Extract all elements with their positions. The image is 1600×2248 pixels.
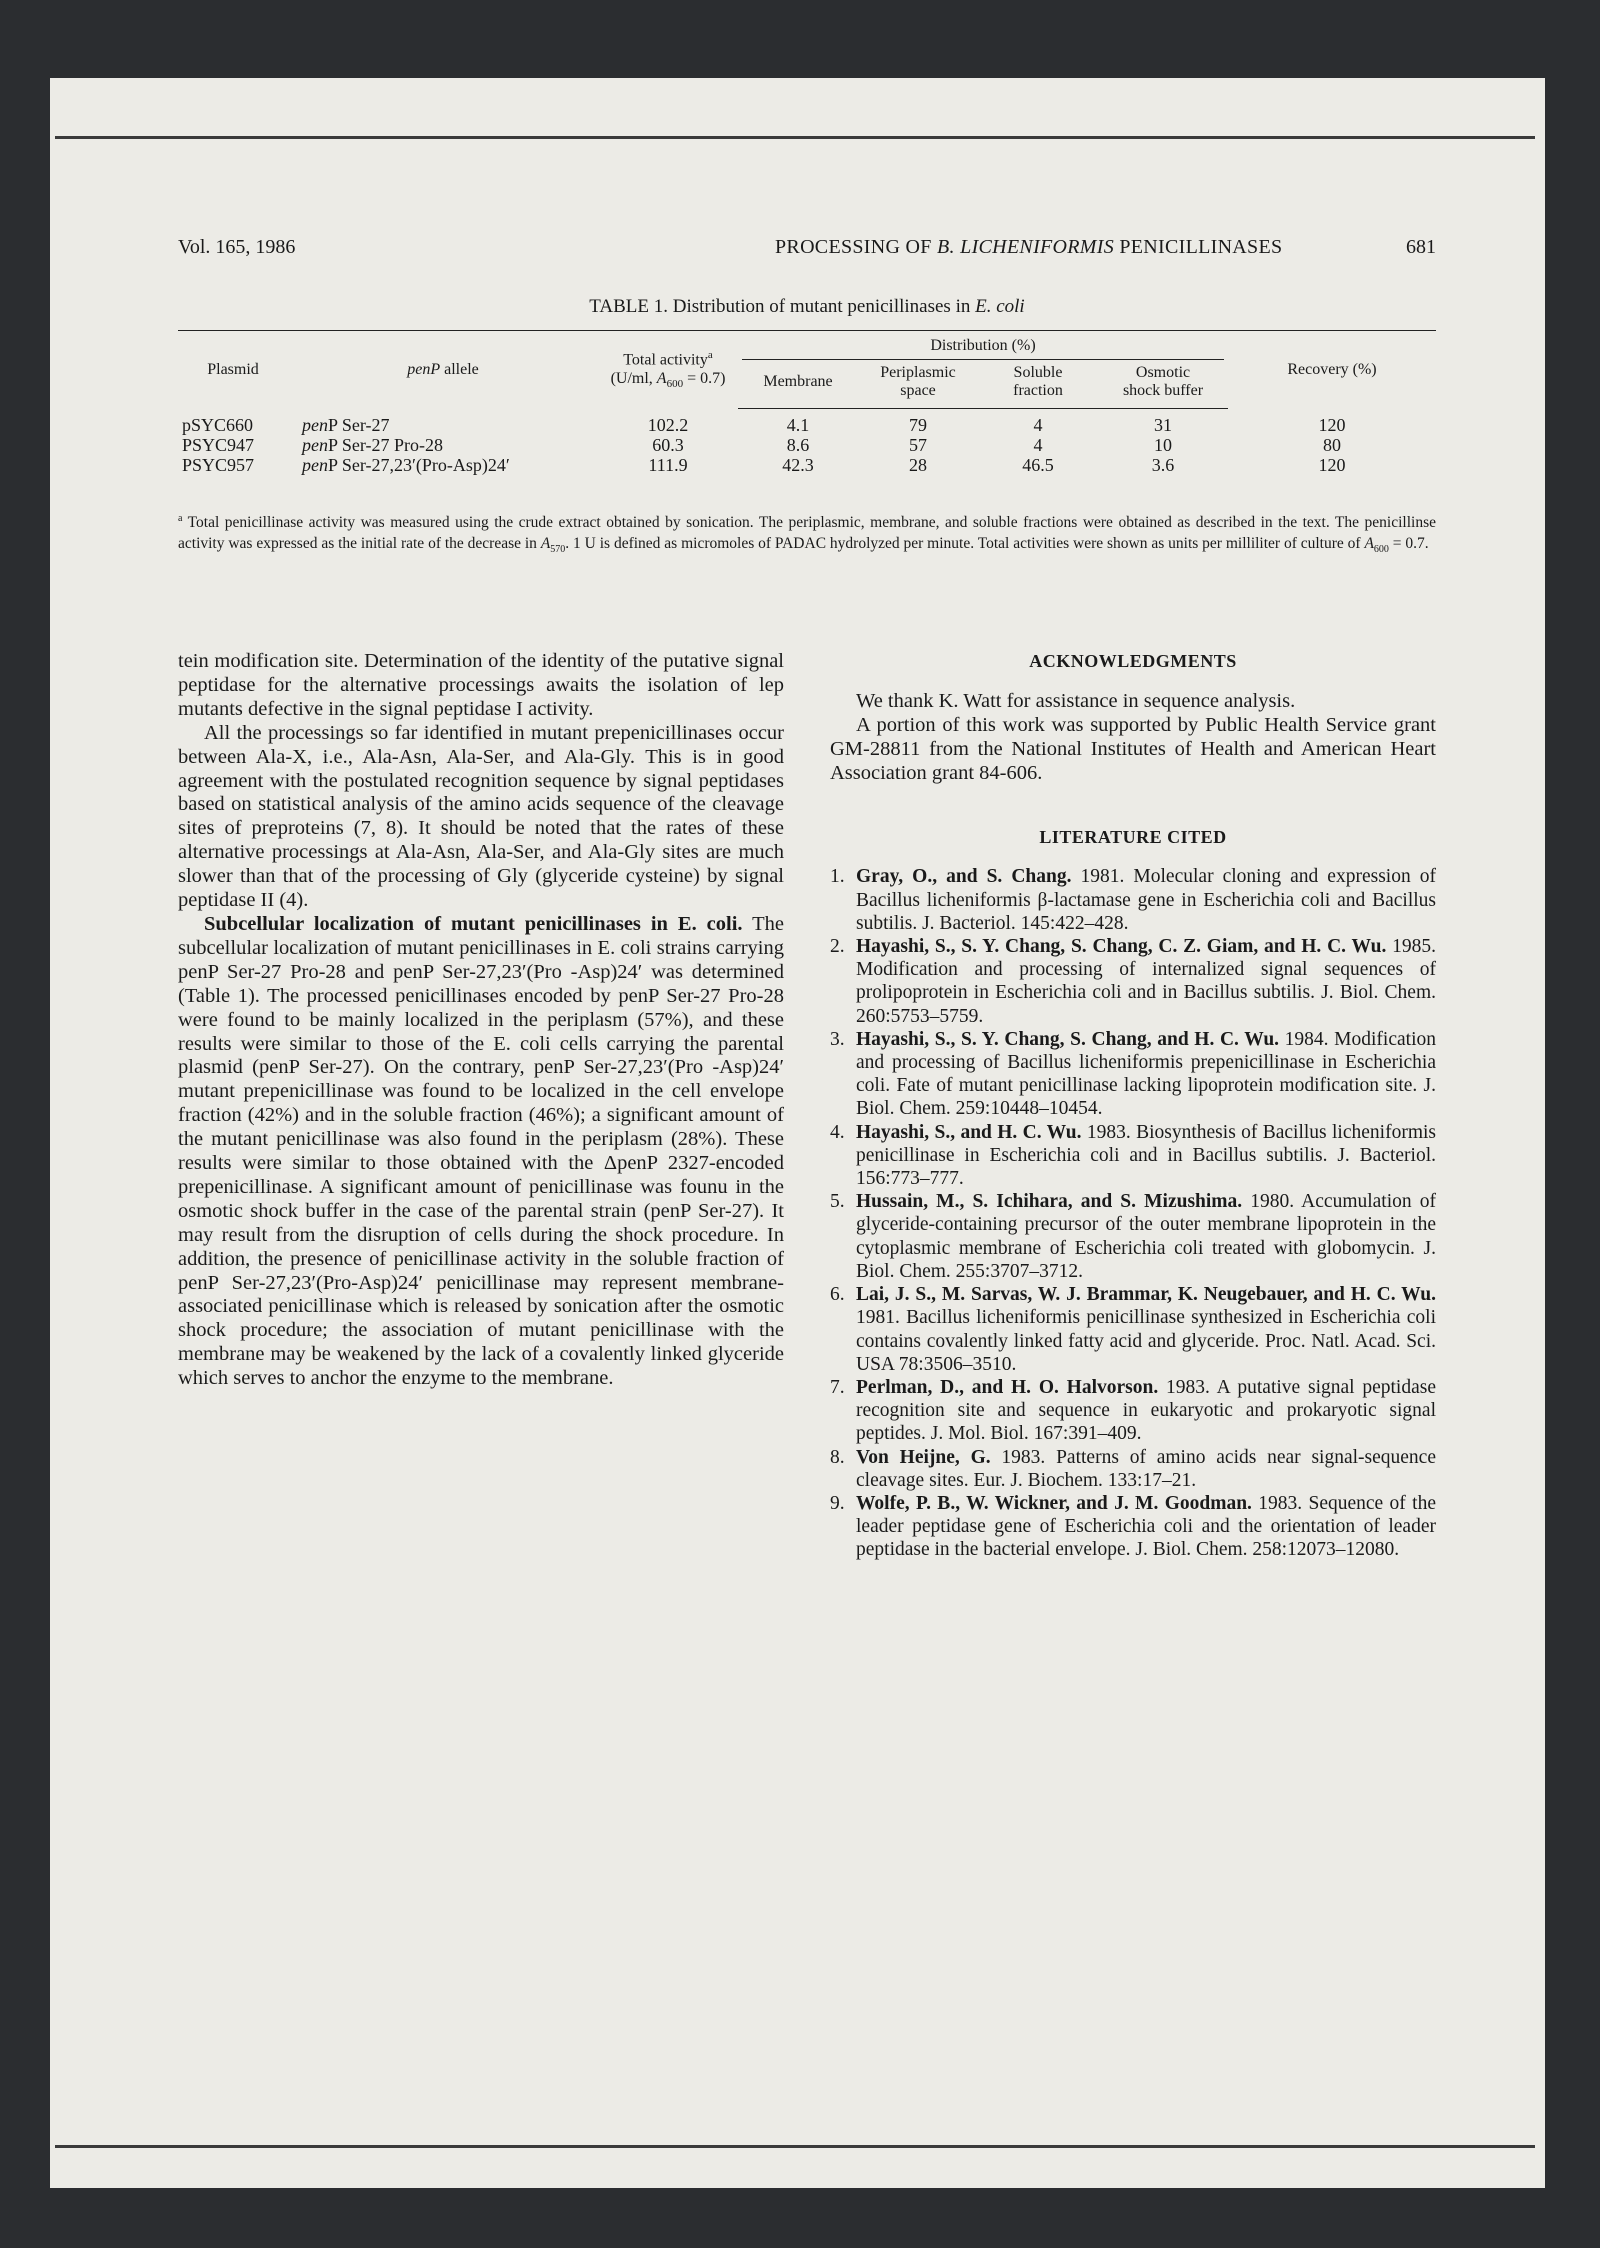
header-osmotic: Osmotic shock buffer [1098, 362, 1228, 409]
table-footnote: $^a$ Total penicillinase activity was measured using the crude extract obtained by sonication. The periplasmic, membrane, and soluble fractions were obtained as described in the text. The penicillinse activity was expressed as the initial rate of the decrease in $A_{570}$. 1 U is defined as micromoles of PADAC hydrolyzed per minute. Total activities were shown as units per milliliter of culture of $A_{600} = 0.7$. [178, 513, 1436, 556]
table-row: PSYC957 penP Ser-27,23′(Pro-Asp)24′ 111.9 42.3 28 46.5 3.6 120 [182, 455, 1346, 475]
paragraph: We thank K. Watt for assistance in sequence analysis. [856, 689, 1296, 712]
paragraph: tein modification site. Determination of the identity of the putative signal peptidase for the alternative processings awaits the isolation of lep mutants defective in the signal peptidase I activity. [178, 650, 784, 720]
header-soluble: Soluble fraction [978, 362, 1098, 409]
header-allele: penP allele [288, 331, 598, 409]
header-distribution: Distribution (%) [738, 331, 1228, 363]
list-item: 4. Hayashi, S., and H. C. Wu. 1983. Biosynthesis of Bacillus licheniformis penicillinase in Escherichia coli and in Bacillus subtilis. J. Bacteriol. 156:773–777. [830, 1121, 1436, 1190]
header-membrane: Membrane [738, 362, 858, 409]
top-border-rule [55, 136, 1535, 139]
list-item: 7. Perlman, D., and H. O. Halvorson. 1983. A putative signal peptidase recognition site and sequence in eukaryotic and prokaryotic signal peptides. J. Mol. Biol. 167:391–409. [830, 1376, 1437, 1445]
reference-list [830, 865, 1436, 1561]
paragraph: Subcellular localization of mutant penicillinases in E. coli. The subcellular localization of mutant penicillinases in E. coli strains carrying penP Ser-27 Pro-28 and penP Ser-27,23′(Pro -Asp)24′ was determined (Table 1). The processed penicillinases encoded by penP Ser-27 Pro-28 were found to be mainly localized in the periplasm (57%), and these results were similar to those of the E. coli cells carrying the parental plasmid (penP Ser-27). On the contrary, penP Ser-27,23′(Pro -Asp)24′ mutant prepenicillinase was found to be localized in the cell envelope fraction (42%) and in the soluble fraction (46%); a significant amount of the mutant penicillinase was also found in the periplasm (28%). These results were similar to those obtained with the ΔpenP 2327-encoded prepenicillinase. A significant amount of penicillinase was founu in the osmotic shock buffer in the case of the parental strain (penP Ser-27). It may result from the disruption of cells during the shock procedure. In addition, the presence of penicillinase activity in the soluble fraction of penP Ser-27,23′(Pro-Asp)24′ penicillinase may represent membrane-associated penicillinase which is released by sonication after the osmotic shock procedure; the association of mutant penicillinase with the membrane may be weakened by the lack of a covalently linked glyceride which serves to anchor the enzyme to the membrane. [178, 912, 784, 1390]
table-row: PSYC947 penP Ser-27 Pro-28 60.3 8.6 57 4 10 80 [182, 435, 1341, 455]
header-plasmid: Plasmid [178, 331, 288, 409]
section-heading: Subcellular localization of mutant penicillinases in E. coli. [204, 912, 743, 935]
paragraph: All the processings so far identified in mutant prepenicillinases occur between Ala-X, i.e., Ala-Asn, Ala-Ser, and Ala-Gly. This is in good agreement with the postulated recognition sequence by signal peptidases based on statistical analysis of the amino acids sequence of the cleavage sites of preproteins (7, 8). It should be noted that the rates of these alternative processings at Ala-Asn, Ala-Ser, and Ala-Gly sites are much slower than that of the processing of Gly (glyceride cysteine) by signal peptidase II (4). [178, 721, 784, 912]
table-caption: TABLE 1. Distribution of mutant penicillinases in E. coli [589, 296, 1025, 317]
running-title: PROCESSING OF B. LICHENIFORMIS PENICILLINASES [775, 236, 1283, 258]
right-column [830, 650, 1436, 1562]
page-number: 681 [1406, 236, 1436, 258]
header-total-activity: Total activity$^a$ (U/ml, $A_{600} = 0.7$) [598, 331, 738, 409]
header-recovery: Recovery (%) [1228, 331, 1436, 409]
list-item: 9. Wolfe, P. B., W. Wickner, and J. M. Goodman. 1983. Sequence of the leader peptidase gene of Escherichia coli and the orientation of leader peptidase in the bacterial envelope. J. Biol. Chem. 258:12073–12080. [830, 1492, 1436, 1561]
list-item: 6. Lai, J. S., M. Sarvas, W. J. Brammar, K. Neugebauer, and H. C. Wu. 1981. Bacillus licheniformis penicillinase synthesized in Escherichia coli contains covalently linked fatty acid and glyceride. Proc. Natl. Acad. Sci. USA 78:3506–3510. [830, 1284, 1436, 1375]
distribution-table [178, 330, 1436, 475]
paragraph: A portion of this work was supported by Public Health Service grant GM-28811 from the National Institutes of Health and American Heart Association grant 84-606. [830, 713, 1436, 784]
list-item: 1. Gray, O., and S. Chang. 1981. Molecular cloning and expression of Bacillus licheniformis β-lactamase gene in Escherichia coli and Bacillus subtilis. J. Bacteriol. 145:422–428. [830, 866, 1436, 934]
literature-heading: LITERATURE CITED [1039, 826, 1227, 847]
list-item: 3. Hayashi, S., S. Y. Chang, S. Chang, and H. C. Wu. 1984. Modification and processing of Bacillus licheniformis prepenicillinase in Escherichia coli. Fate of mutant penicillinase lacking lipoprotein modification site. J. Biol. Chem. 259:10448–10454. [830, 1028, 1436, 1120]
left-column [178, 650, 784, 1391]
bottom-border-rule [55, 2145, 1535, 2148]
list-item: 2. Hayashi, S., S. Y. Chang, S. Chang, C. Z. Giam, and H. C. Wu. 1985. Modification and processing of internalized signal sequences of prolipoprotein in Escherichia coli and in Bacillus subtilis. J. Biol. Chem. 260:5753–5759. [830, 936, 1437, 1027]
table-row: pSYC660 penP Ser-27 102.2 4.1 79 4 31 120 [182, 414, 1346, 435]
header-periplasmic: Periplasmic space [858, 362, 978, 409]
acknowledgments-heading: ACKNOWLEDGMENTS [1029, 651, 1237, 671]
list-item: 5. Hussain, M., S. Ichihara, and S. Mizushima. 1980. Accumulation of glyceride-containing precursor of the outer membrane lipoprotein in the cytoplasmic membrane of Escherichia coli treated with globomycin. J. Biol. Chem. 255:3707–3712. [830, 1191, 1436, 1282]
list-item: 8. Von Heijne, G. 1983. Patterns of amino acids near signal-sequence cleavage sites. Eur. J. Biochem. 133:17–21. [830, 1446, 1436, 1491]
journal-volume: Vol. 165, 1986 [178, 236, 296, 258]
